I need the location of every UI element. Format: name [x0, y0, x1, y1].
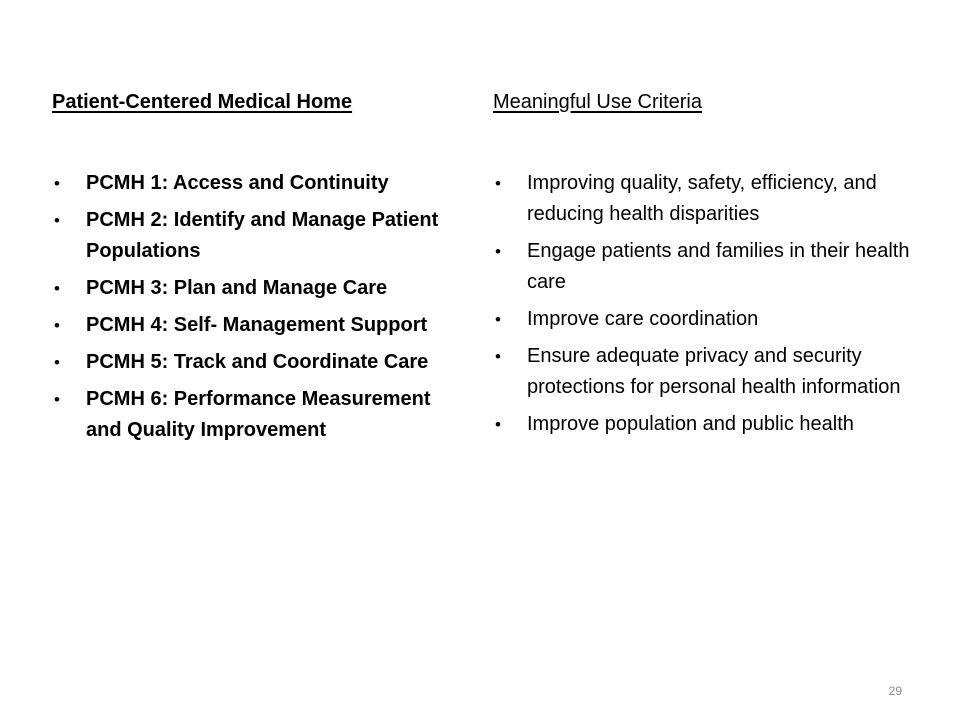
list-item-text: PCMH 4: Self- Management Support — [86, 314, 428, 336]
bullet-icon: • — [54, 390, 60, 409]
list-item-text: PCMH 3: Plan and Manage Care — [86, 277, 388, 299]
list-item-text: Improving quality, safety, efficiency, and reducing health disparities — [527, 172, 877, 225]
meaningful-use-heading: Meaningful Use Criteria — [493, 91, 702, 113]
list-item-text: Improve population and public health — [527, 413, 854, 435]
bullet-icon: • — [495, 415, 501, 434]
list-item-text: PCMH 6: Performance Measurement and Quality Improvement — [86, 388, 431, 441]
pcmh-list — [52, 168, 442, 446]
list-item-text: Ensure adequate privacy and security protections for personal health information — [527, 345, 901, 398]
list-item-text: Engage patients and families in their health care — [527, 240, 910, 293]
bullet-icon: • — [495, 174, 501, 193]
bullet-icon: • — [495, 310, 501, 329]
list-item-text: Improve care coordination — [527, 308, 759, 330]
list-item — [493, 341, 933, 403]
list-item-text: PCMH 5: Track and Coordinate Care — [86, 351, 429, 373]
bullet-icon: • — [54, 211, 60, 230]
bullet-icon: • — [54, 174, 60, 193]
list-item — [52, 168, 442, 199]
pcmh-column — [52, 88, 442, 452]
list-item — [52, 205, 442, 267]
list-item — [493, 409, 933, 440]
list-item — [493, 304, 933, 335]
list-item — [52, 310, 442, 341]
bullet-icon: • — [495, 242, 501, 261]
pcmh-heading: Patient-Centered Medical Home — [52, 91, 353, 113]
page-number: 29 — [888, 684, 902, 698]
list-item-text: PCMH 2: Identify and Manage Patient Populations — [86, 209, 439, 262]
meaningful-use-column — [493, 88, 933, 446]
list-item — [493, 168, 933, 230]
list-item — [52, 273, 442, 304]
bullet-icon: • — [54, 353, 60, 372]
bullet-icon: • — [495, 347, 501, 366]
bullet-icon: • — [54, 316, 60, 335]
list-item — [493, 236, 933, 298]
list-item — [52, 384, 442, 446]
list-item — [52, 347, 442, 378]
bullet-icon: • — [54, 279, 60, 298]
list-item-text: PCMH 1: Access and Continuity — [86, 172, 389, 194]
meaningful-use-list — [493, 168, 933, 440]
